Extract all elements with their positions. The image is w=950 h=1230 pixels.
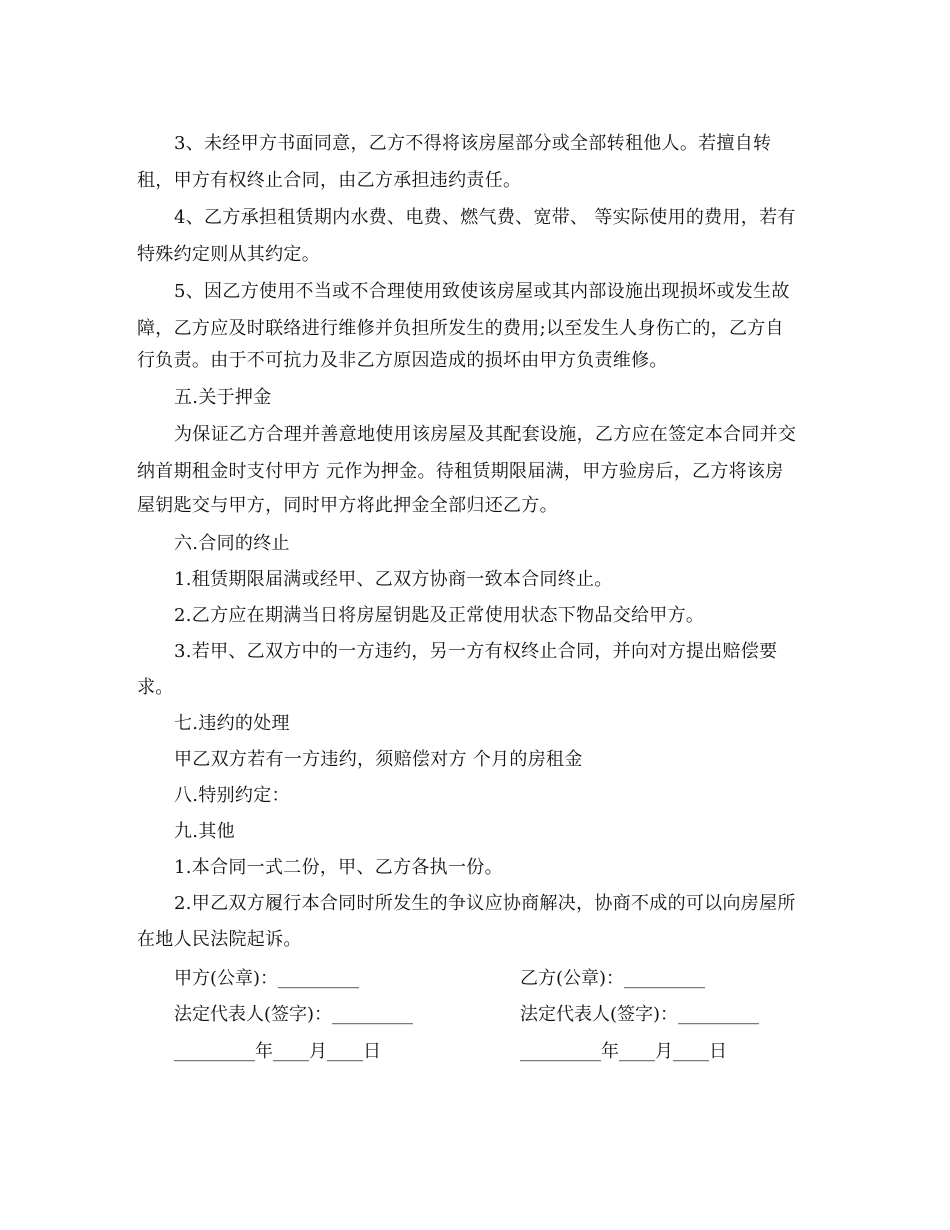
- deposit-line-3: 屋钥匙交与甲方，同时甲方将此押金全部归还乙方。: [137, 495, 558, 516]
- clause-3-line-2: 租，甲方有权终止合同，由乙方承担违约责任。: [137, 170, 522, 191]
- clause-5-line-2: 障，乙方应及时联络进行维修并负担所发生的费用;以至发生人身伤亡的，乙方自: [137, 318, 784, 339]
- clause-4-line-1: 4、乙方承担租赁期内水费、电费、燃气费、宽带、 等实际使用的费用，若有: [174, 207, 796, 228]
- other-item-1: 1.本合同一式二份，甲、乙方各执一份。: [174, 857, 503, 878]
- clause-4-line-2: 特殊约定则从其约定。: [137, 244, 320, 265]
- party-b-date: _________年____月____日: [520, 1041, 727, 1062]
- other-item-2-line-1: 2.甲乙双方履行本合同时所发生的争议应协商解决，协商不成的可以向房屋所: [174, 893, 796, 914]
- section-6-title: 六.合同的终止: [174, 533, 290, 554]
- termination-item-3-line-1: 3.若甲、乙双方中的一方违约，另一方有权终止合同，并向对方提出赔偿要: [174, 641, 778, 662]
- section-7-title: 七.违约的处理: [174, 713, 290, 734]
- party-a-seal: 甲方(公章)：_________: [174, 968, 360, 989]
- party-b-seal: 乙方(公章)：_________: [520, 968, 706, 989]
- termination-item-1: 1.租赁期限届满或经甲、乙双方协商一致本合同终止。: [174, 569, 613, 590]
- deposit-line-2: 纳首期租金时支付甲方 元作为押金。待租赁期限届满，甲方验房后，乙方将该房: [137, 461, 784, 482]
- termination-item-2: 2.乙方应在期满当日将房屋钥匙及正常使用状态下物品交给甲方。: [174, 605, 705, 626]
- party-b-representative: 法定代表人(签字)：_________: [520, 1004, 760, 1025]
- other-item-2-line-2: 在地人民法院起诉。: [137, 929, 302, 950]
- termination-item-3-line-2: 求。: [137, 677, 174, 698]
- party-a-date: _________年____月____日: [174, 1041, 381, 1062]
- section-5-title: 五.关于押金: [174, 387, 272, 408]
- party-a-representative: 法定代表人(签字)：_________: [174, 1004, 414, 1025]
- section-9-title: 九.其他: [174, 821, 235, 842]
- clause-5-line-1: 5、因乙方使用不当或不合理使用致使该房屋或其内部设施出现损坏或发生故: [174, 281, 790, 302]
- breach-text: 甲乙双方若有一方违约，须赔偿对方 个月的房租金: [174, 749, 583, 770]
- section-8-title: 八.特别约定：: [174, 785, 290, 806]
- clause-5-line-3: 行负责。由于不可抗力及非乙方原因造成的损坏由甲方负责维修。: [137, 350, 668, 371]
- clause-3-line-1: 3、未经甲方书面同意，乙方不得将该房屋部分或全部转租他人。若擅自转: [174, 133, 772, 154]
- deposit-line-1: 为保证乙方合理并善意地使用该房屋及其配套设施，乙方应在签定本合同并交: [174, 424, 797, 445]
